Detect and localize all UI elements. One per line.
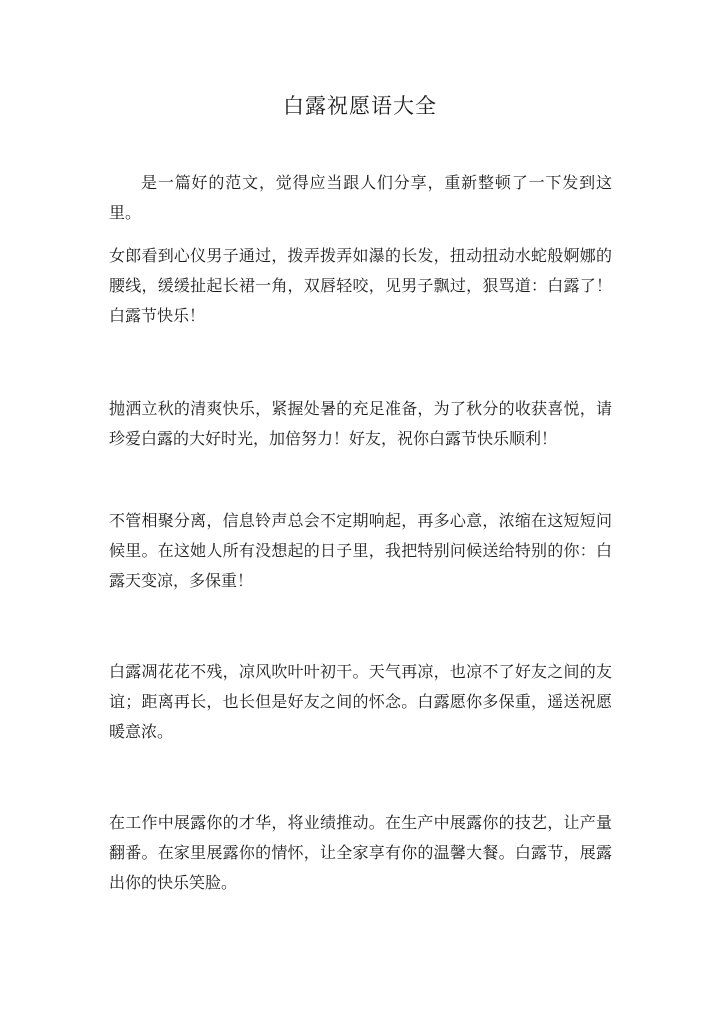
paragraph-3: 不管相聚分离，信息铃声总会不定期响起，再多心意，浓缩在这短短问候里。在这她人所有没想起的日子里，我把特别问候送给特别的你：白露天变凉，多保重！ [109,511,612,590]
paragraph-5: 在工作中展露你的才华，将业绩推动。在生产中展露你的技艺，让产量翻番。在家里展露你的情怀，让全家享有你的温馨大餐。白露节，展露出你的快乐笑脸。 [109,813,612,892]
document-title: 白露祝愿语大全 [283,94,437,118]
paragraph-1: 女郎看到心仪男子通过，拨弄拨弄如瀑的长发，扭动扭动水蛇般婀娜的腰线，缓缓扯起长裙一角，双唇轻咬，见男子飘过，狠骂道：白露了！白露节快乐！ [109,246,612,325]
paragraph-4: 白露凋花花不残，凉风吹叶叶初干。天气再凉，也凉不了好友之间的友谊；距离再长，也长但是好友之间的怀念。白露愿你多保重，遥送祝愿暖意浓。 [109,662,612,741]
intro-paragraph: 是一篇好的范文，觉得应当跟人们分享，重新整顿了一下发到这里。 [109,173,612,222]
paragraph-2: 抛洒立秋的清爽快乐，紧握处暑的充足准备，为了秋分的收获喜悦，请珍爱白露的大好时光，加倍努力！好友，祝你白露节快乐顺利！ [109,399,612,448]
